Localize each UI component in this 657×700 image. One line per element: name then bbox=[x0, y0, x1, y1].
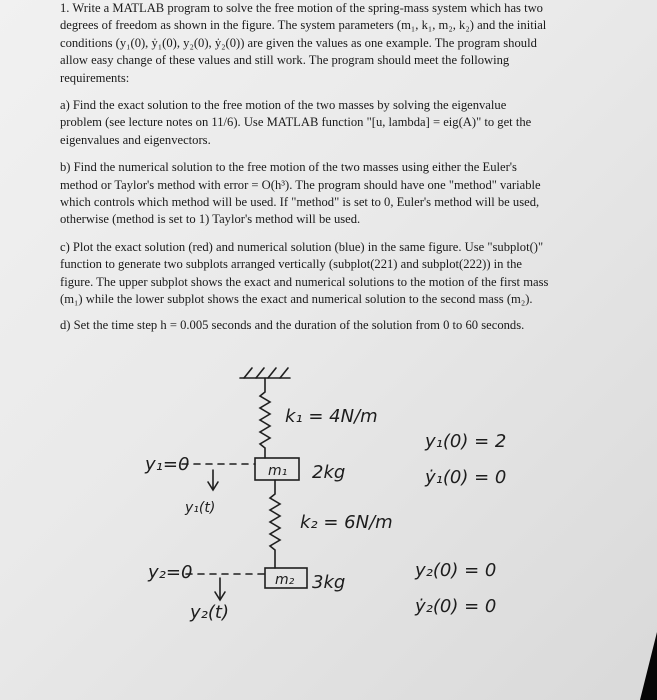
y2-zero-label: y₂=0 bbox=[148, 562, 193, 583]
spring-k1 bbox=[260, 378, 270, 458]
m2-value: 3kg bbox=[312, 572, 346, 593]
text-line: a) Find the exact solution to the free motion of the two masses by solving the eigenvalue bbox=[60, 98, 507, 113]
y2-t-label: y₂(t) bbox=[190, 602, 229, 623]
y1-zero-label: y₁=0 bbox=[145, 454, 190, 475]
text-line: otherwise (method is set to 1) Taylor's method will be used. bbox=[60, 212, 361, 227]
text-line: conditions (y₁(0), ẏ₁(0), y₂(0), ẏ₂(0)) are given the values as one example. The program should bbox=[60, 35, 537, 50]
ic-y2dot: ẏ₂(0) = 0 bbox=[415, 596, 497, 617]
text-line: b) Find the numerical solution to the free motion of the two masses using either the Euler's bbox=[60, 160, 517, 175]
ceiling-hatch bbox=[240, 368, 290, 378]
text-line: function to generate two subplots arranged vertically (subplot(221) and subplot(222)) in the bbox=[60, 257, 523, 272]
text-line: requirements: bbox=[60, 70, 130, 85]
ic-y1: y₁(0) = 2 bbox=[425, 431, 507, 452]
text-line: degrees of freedom as shown in the figure. The system parameters (m₁, k₁, m₂, k₂) and the initial bbox=[60, 18, 547, 33]
y1-t-label: y₁(t) bbox=[185, 500, 216, 516]
ic-y1dot: ẏ₁(0) = 0 bbox=[425, 467, 507, 488]
text-line: allow easy change of these values and still work. The program should meet the following bbox=[60, 53, 510, 68]
text-line: problem (see lecture notes on 11/6). Use MATLAB function "[u, lambda] = eig(A)" to get the bbox=[60, 115, 532, 130]
m1-box-label: m₁ bbox=[268, 463, 288, 479]
k2-label: k₂ = 6N/m bbox=[300, 512, 393, 533]
k1-label: k₁ = 4N/m bbox=[285, 406, 378, 427]
m2-box-label: m₂ bbox=[275, 572, 295, 588]
text-line: eigenvalues and eigenvectors. bbox=[60, 132, 211, 147]
text-line: d) Set the time step h = 0.005 seconds and the duration of the solution from 0 to 60 seconds. bbox=[60, 317, 525, 332]
ic-y2: y₂(0) = 0 bbox=[415, 560, 497, 581]
text-line: which controls which method will be used. If "method" is set to 0, Euler's method will be used, bbox=[60, 195, 540, 210]
spring-k2 bbox=[270, 480, 280, 568]
text-line: c) Plot the exact solution (red) and numerical solution (blue) in the same figure. Use "subplot()" bbox=[60, 239, 544, 254]
text-line: method or Taylor's method with error = O(h³). The program should have one "method" variable bbox=[60, 177, 541, 192]
text-line: (m₁) while the lower subplot shows the exact and numerical solution to the second mass (m₂). bbox=[60, 292, 533, 307]
m1-value: 2kg bbox=[312, 462, 346, 483]
text-line: figure. The upper subplot shows the exact and numerical solutions to the motion of the first mass bbox=[60, 274, 549, 289]
text-line: 1. Write a MATLAB program to solve the free motion of the spring-mass system which has two bbox=[60, 1, 543, 15]
